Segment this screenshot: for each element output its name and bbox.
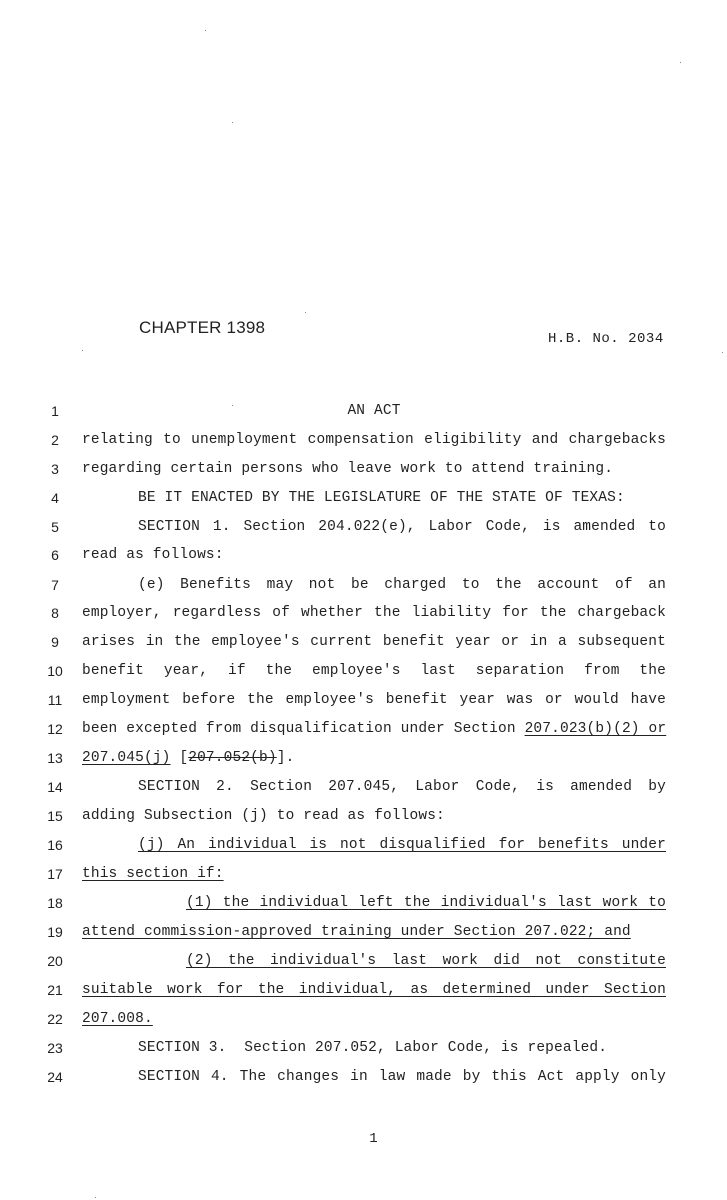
- line-text: (e) Benefits may not be charged to the account of an: [138, 577, 666, 593]
- line-text: [82, 1009, 666, 1029]
- line-text: [82, 922, 666, 942]
- text-line: [0, 1038, 727, 1058]
- deleted-text: 207.052(b): [188, 750, 277, 766]
- line-text: employer, regardless of whether the liability for the chargeback: [82, 605, 666, 621]
- text-line: [0, 488, 727, 508]
- scan-speck: [82, 350, 83, 351]
- line-text: SECTION 4. The changes in law made by this Act apply only: [138, 1069, 666, 1085]
- line-text: [82, 951, 666, 971]
- line-number: 10: [47, 663, 63, 679]
- chapter-stamp: CHAPTER 1398: [139, 318, 266, 337]
- act-heading: AN ACT: [347, 403, 401, 419]
- line-number: 7: [51, 577, 59, 593]
- text-line: [0, 806, 727, 826]
- line-number: 19: [47, 924, 63, 940]
- inserted-text: (2) the individual's last work did not constitute: [186, 953, 666, 969]
- line-number: 18: [47, 895, 63, 911]
- plain-text: been excepted from disqualification under Section: [82, 721, 525, 737]
- line-text: SECTION 1. Section 204.022(e), Labor Code, is amended to: [138, 519, 666, 535]
- line-number: 14: [47, 779, 63, 795]
- line-number: 17: [47, 866, 63, 882]
- line-number: 6: [51, 547, 59, 563]
- scan-speck: [232, 122, 233, 123]
- inserted-text: 207.045(j): [82, 750, 171, 766]
- text-line: [0, 980, 727, 1000]
- text-line: [0, 603, 727, 623]
- text-line: [0, 864, 727, 884]
- line-number: 2: [51, 432, 59, 448]
- line-text: relating to unemployment compensation eligibility and chargebacks: [82, 432, 666, 448]
- line-number: 9: [51, 634, 59, 650]
- line-number: 23: [47, 1040, 63, 1056]
- text-line: [0, 459, 727, 479]
- text-line: [0, 575, 727, 595]
- enacting-clause: BE IT ENACTED BY THE LEGISLATURE OF THE STATE OF TEXAS:: [138, 490, 625, 506]
- scan-speck: [722, 352, 723, 353]
- text-line: [0, 545, 727, 565]
- line-text: [82, 748, 666, 768]
- line-text: regarding certain persons who leave work to attend training.: [82, 461, 614, 477]
- line-text: [82, 719, 666, 739]
- line-number: 8: [51, 605, 59, 621]
- line-text: employment before the employee's benefit year was or would have: [82, 692, 666, 708]
- line-text: arises in the employee's current benefit year or in a subsequent: [82, 634, 666, 650]
- line-text: read as follows:: [82, 547, 224, 563]
- line-number: 3: [51, 461, 59, 477]
- line-number: 5: [51, 519, 59, 535]
- text-line: [0, 430, 727, 450]
- text-line: [0, 632, 727, 652]
- line-number: 4: [51, 490, 59, 506]
- line-text: [82, 893, 666, 913]
- text-line: [0, 835, 727, 855]
- scan-speck: [205, 30, 206, 31]
- text-line: [0, 719, 727, 739]
- line-number: 22: [47, 1011, 63, 1027]
- text-line: [0, 517, 727, 537]
- text-line: [0, 401, 727, 421]
- line-number: 16: [47, 837, 63, 853]
- scan-speck: [305, 312, 306, 313]
- text-line: [0, 661, 727, 681]
- plain-text: ].: [276, 750, 295, 766]
- text-line: [0, 690, 727, 710]
- scan-speck: [95, 1197, 96, 1198]
- inserted-text: this section if:: [82, 866, 224, 882]
- scan-speck: [680, 62, 681, 63]
- line-number: 1: [51, 403, 59, 419]
- line-number: 11: [47, 692, 63, 708]
- page-number: 1: [369, 1131, 378, 1147]
- line-text: [82, 835, 666, 855]
- plain-text: [: [170, 750, 189, 766]
- text-line: [0, 951, 727, 971]
- inserted-text: 207.023(b)(2) or: [524, 721, 667, 737]
- text-line: [0, 777, 727, 797]
- inserted-text: 207.008.: [82, 1011, 153, 1027]
- line-text: [82, 864, 666, 884]
- line-text: adding Subsection (j) to read as follows:: [82, 808, 445, 824]
- line-number: 15: [47, 808, 63, 824]
- text-line: [0, 893, 727, 913]
- line-text: benefit year, if the employee's last separation from the: [82, 663, 666, 679]
- line-number: 12: [47, 721, 63, 737]
- bill-number: H.B. No. 2034: [548, 331, 664, 347]
- text-line: [0, 922, 727, 942]
- line-text: [82, 980, 666, 1000]
- line-text: SECTION 3. Section 207.052, Labor Code, is repealed.: [138, 1040, 608, 1056]
- line-number: 20: [47, 953, 63, 969]
- text-line: [0, 748, 727, 768]
- line-number: 13: [47, 750, 63, 766]
- inserted-text: suitable work for the individual, as determined under Section: [82, 982, 666, 998]
- text-line: [0, 1067, 727, 1087]
- line-text: SECTION 2. Section 207.045, Labor Code, is amended by: [138, 779, 666, 795]
- scan-speck: [232, 405, 233, 406]
- line-number: 21: [47, 982, 63, 998]
- inserted-text: attend commission-approved training under Section 207.022; and: [82, 924, 631, 940]
- inserted-text: (1) the individual left the individual's last work to: [186, 895, 666, 911]
- line-number: 24: [47, 1069, 63, 1085]
- text-line: [0, 1009, 727, 1029]
- inserted-text: (j) An individual is not disqualified for benefits under: [138, 837, 666, 853]
